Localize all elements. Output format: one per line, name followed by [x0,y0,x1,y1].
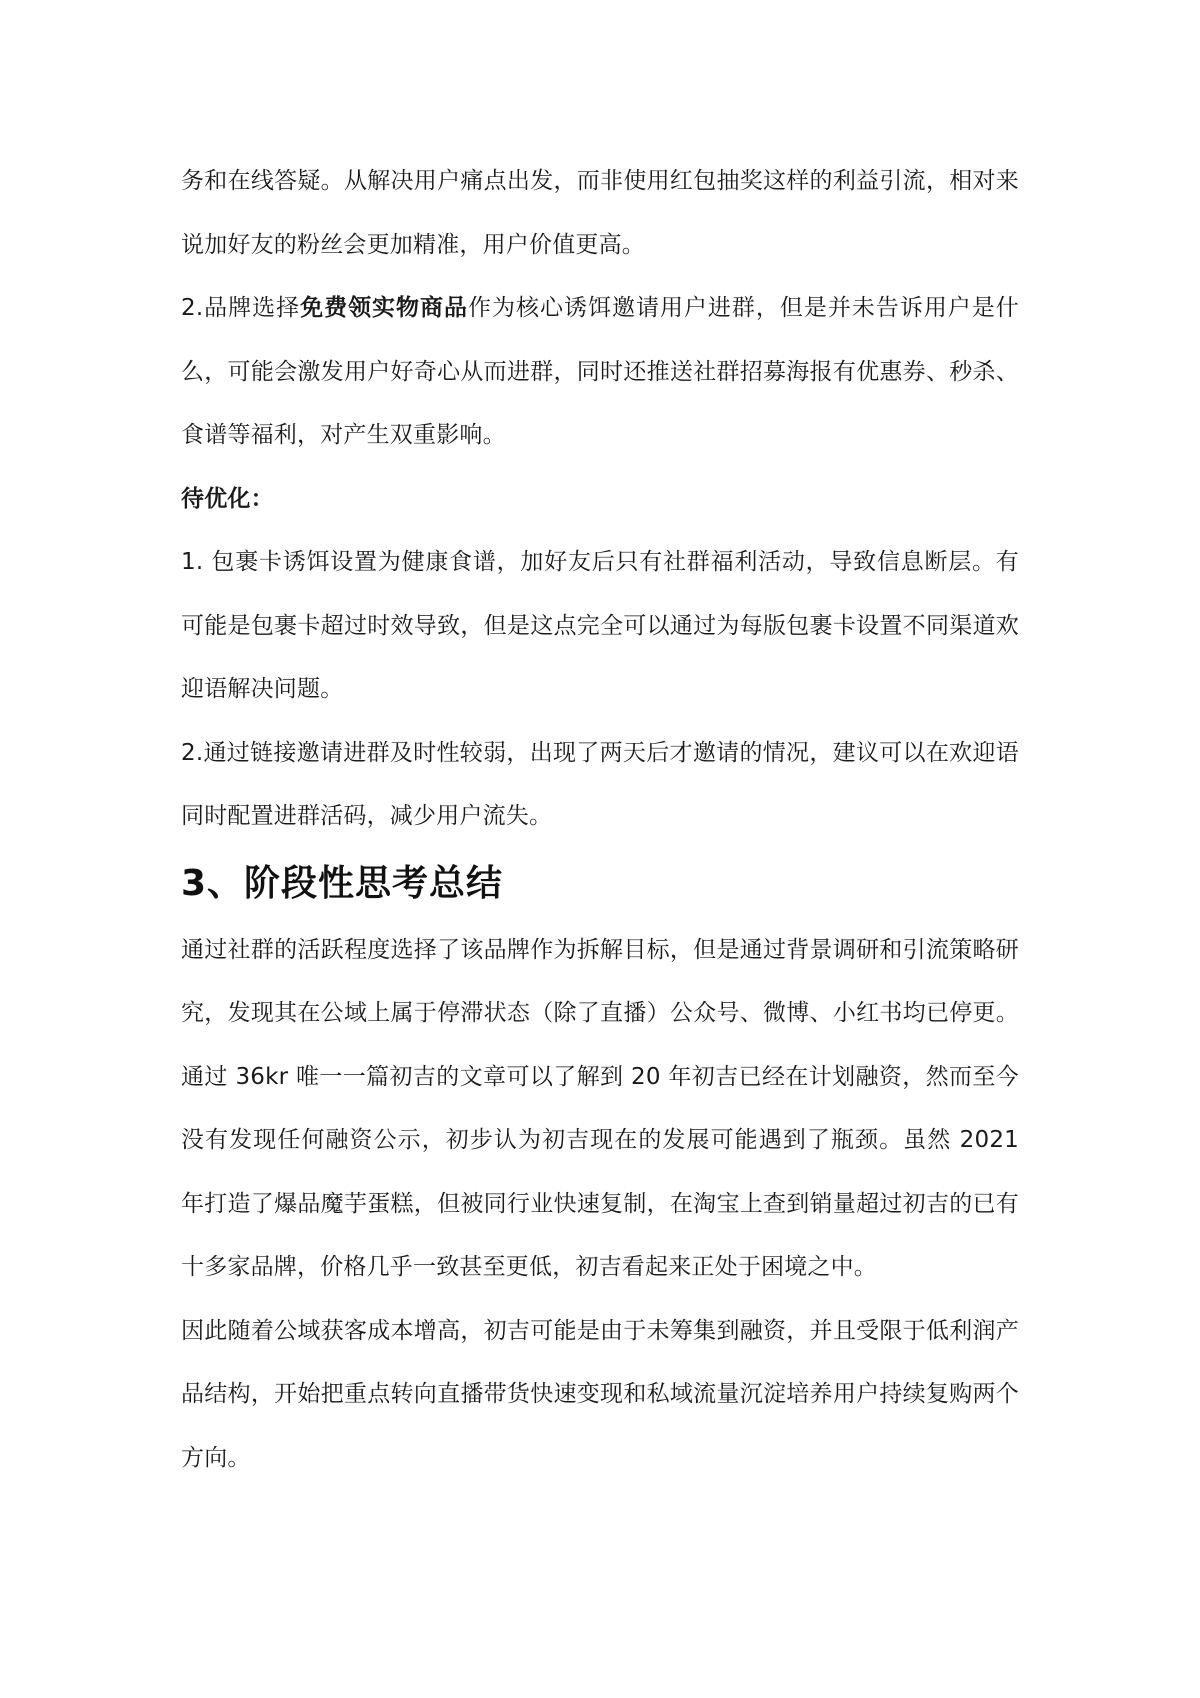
point-2-paragraph [181,277,1019,468]
document-body [181,150,1019,1490]
point-2-bold-text: 免费领实物商品 [300,295,469,321]
section-3-title: 3、阶段性思考总结 [181,862,504,904]
point-2-prefix: 2.品牌选择 [181,295,301,321]
intro-paragraph: 务和在线答疑。从解决用户痛点出发，而非使用红包抽奖这样的利益引流，相对来说加好友的粉丝会更加精准，用户价值更高。 [181,168,1019,258]
point-2-suffix: 作为核心诱饵邀请用户进群，但是并未告诉用户是什么，可能会激发用户好奇心从而进群，同时还推送社群招募海报有优惠券、秒杀、食谱等福利，对产生双重影响。 [181,295,1019,448]
optimize-item-1: 1. 包裹卡诱饵设置为健康食谱，加好友后只有社群福利活动，导致信息断层。有可能是包裹卡超过时效导致，但是这点完全可以通过为每版包裹卡设置不同渠道欢迎语解决问题。 [181,549,1019,702]
section-3-paragraph-2: 因此随着公域获客成本增高，初吉可能是由于未筹集到融资，并且受限于低利润产品结构，开始把重点转向直播带货快速变现和私域流量沉淀培养用户持续复购两个方向。 [181,1317,1019,1471]
to-optimize-label: 待优化： [181,485,274,512]
section-3-paragraph-1: 通过社群的活跃程度选择了该品牌作为拆解目标，但是通过背景调研和引流策略研究，发现其在公域上属于停滞状态（除了直播）公众号、微博、小红书均已停更。通过 36kr 唯一一篇初吉的文章可以了解到 20 年初吉已经在计划融资，然而至今没有发现任何融资公示，初步认为初吉现在的发展可能遇到了瓶颈。虽然 2021 年打造了爆品魔芋蛋糕，但被同行业快速复制，在淘宝上查到销量超过初吉的已有十多家品牌，价格几乎一致甚至更低，初吉看起来正处于困境之中。 [181,936,1019,1280]
optimize-item-2: 2.通过链接邀请进群及时性较弱，出现了两天后才邀请的情况，建议可以在欢迎语同时配置进群活码，减少用户流失。 [181,739,1019,829]
